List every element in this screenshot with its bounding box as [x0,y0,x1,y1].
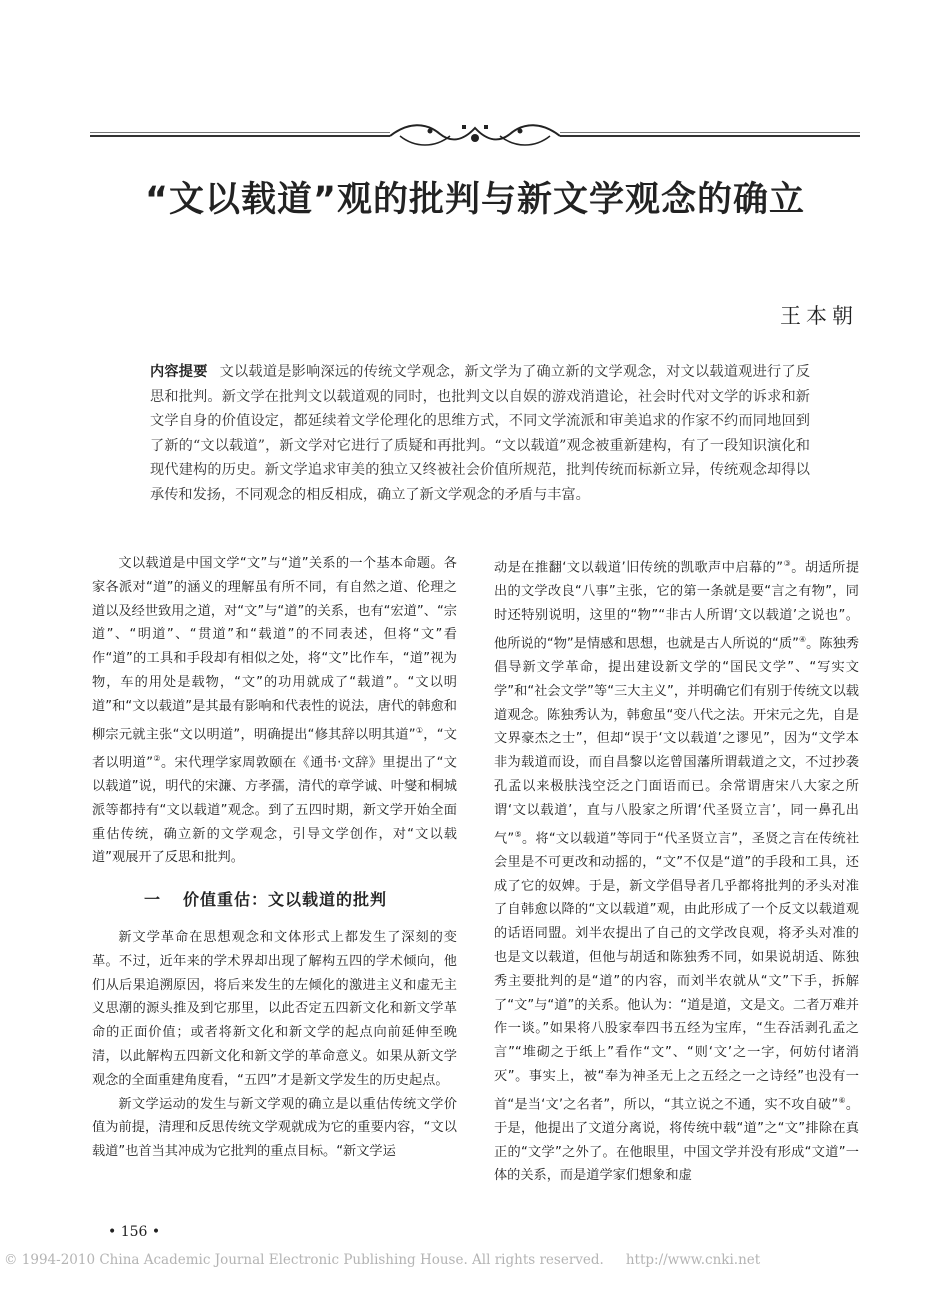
copyright-footer [4,1252,946,1268]
page-number: • 156 • [108,1224,161,1240]
paragraph-continued [494,552,859,1188]
author-name: 王本朝 [780,304,858,328]
paragraph-body: 新文学革命在思想观念和文体形式上都发生了深刻的变革。不过，近年来的学术界却出现了解构五四的学术倾向，他们从后果追溯原因，将后来发生的左倾化的激进主义和虚无主义思潮的源头推及到它那里，以此否定五四新文化和新文学革命的正面价值；或者将新文化和新文学的起点向前延伸至晚清，以此解构五四新文化和新文学的革命意义。如果从新文学观念的全面重建角度看，“五四”才是新文学发生的历史起点。 [92,929,457,1088]
right-column [494,552,859,1188]
section-heading [92,888,457,912]
text-run: 。将“文以载道”等同于“代圣贤立言”，圣贤之言在传统社会里是不可更改和动摇的，“文”不仅是“道”的手段和工具，还成了它的奴婢。于是，新文学倡导者几乎都将批判的矛头对准了自韩愈以降的“文以载道”观，由此形成了一个反文以载道观的话语同盟。刘半农提出了自己的文学改良观，将矛头对准的也是文以载道，但他与胡适和陈独秀不同，如果说胡适、陈独秀主要批判的是“道”的内容，而刘半农就从“文”下手，拆解了“文”与“道”的关系。他认为：“道是道，文是文。二者万难并作一谈。”如果将八股家奉四书五经为宝库，“生吞活剥孔孟之言”“堆砌之于纸上”看作“文”、“则‘文’之一字，何妨付诸消灭”。事实上，被“奉为神圣无上之五经之一之诗经”也没有一首“是当‘文’之名者”，所以，“其立说之不通，实不攻自破” [494,830,860,1113]
abstract [150,360,810,508]
text-run: 动是在推翻‘文以载道’旧传统的凯歌声中启幕的” [494,560,784,576]
paragraph-body: 新文学运动的发生与新文学观的确立是以重估传统文学价值为前提，清理和反思传统文学观就成为它的重要内容，“文以载道”也首当其冲成为它批判的重点目标。“新文学运 [92,1096,457,1160]
text-run: 。宋代理学家周敦颐在《通书·文辞》里提出了“文以载道”说，明代的宋濂、方孝孺，清代的章学诚、叶燮和桐城派等都持有“文以载道”观念。到了五四时期，新文学开始全面重估传统，确立新的文学观念，引导文学创作，对“文以载道”观展开了反思和批判。 [92,755,457,866]
decorative-ornament-rule [90,122,860,148]
footer-url[interactable]: http://www.cnki.net [625,1252,761,1268]
text-run: 。胡适所提出的文学改良“八事”主张，它的第一条就是要“言之有物”，同时还特别说明，这里的“物”“非古人所谓‘文以载道’之说也”。他所说的“物”是情感和思想，也就是古人所说的“质” [494,560,860,652]
footnote-ref-4: ④ [798,634,807,644]
text-run: 文以载道是中国文学“文”与“道”关系的一个基本命题。各家各派对“道”的涵义的理解虽有所不同，有自然之道、伦理之道以及经世致用之道，对“文”与“道”的关系，也有“宏道”、“宗道”、“明道”、“贯道”和“载道”的不同表述，但将“文”看作“道”的工具和手段却有相似之处，将“文”比作车，“道”视为物，车的用处是载物，“文”的功用就成了“载道”。“文以明道”和“文以载道”是其最有影响和代表性的说法，唐代的韩愈和柳宗元就主张“文以明道”，明确提出“修其辞以明其道” [92,556,457,742]
copyright-text: © 1994-2010 China Academic Journal Electronic Publishing House. All rights reserved. [4,1252,604,1268]
section-title: 价值重估：文以载道的批判 [183,890,388,910]
footnote-ref-2: ② [153,753,161,763]
article-title: “文以载道”观的批判与新文学观念的确立 [144,180,805,220]
paragraph-intro [92,552,457,870]
text-run: 。陈独秀倡导新文学革命，提出建设新文学的“国民文学”、“写实文学”和“社会文学”等“三大主义”，并明确它们有别于传统文以载道观念。陈独秀认为，韩愈虽“变八代之法。开宋元之先，自是文界豪杰之士”，但却“误于‘文以载道’之谬见”，因为“文学本非为载道而设，而自昌黎以迄曾国藩所谓载道之文，不过抄袭孔孟以来极肤浅空泛之门面语而已。余常谓唐宋八大家之所谓‘文以载道’，直与八股家之所谓‘代圣贤立言’，同一鼻孔出气” [494,636,860,846]
abstract-label: 内容提要 [150,364,208,380]
text-run: ，“文者以明道” [92,726,457,771]
footnote-ref-1: ① [415,725,424,735]
left-column [92,552,457,1164]
text-run: 。于是，他提出了文道分离说，将传统中载“道”之“文”排除在真正的“文学”之外了。在他眼里，中国文学并没有形成“文道”一体的关系，而是道学家们想象和虚 [494,1097,859,1184]
footnote-ref-5: ⑤ [514,829,522,839]
abstract-text: 文以载道是影响深远的传统文学观念，新文学为了确立新的文学观念，对文以载道观进行了反思和批判。新文学在批判文以载道观的同时，也批判文以自娱的游戏消遣论，社会时代对文学的诉求和新文学自身的价值设定，都延续着文学伦理化的思维方式，不同文学流派和审美追求的作家不约而同地回到了新的“文以载道”，新文学对它进行了质疑和再批判。“文以载道”观念被重新建构，有了一段知识演化和现代建构的历史。新文学追求审美的独立又终被社会价值所规范，批判传统而标新立异，传统观念却得以承传和发扬，不同观念的相反相成，确立了新文学观念的矛盾与丰富。 [150,364,810,503]
section-number: 一 [144,890,162,910]
footnote-ref-3: ③ [783,559,792,568]
footnote-ref-6: ⑥ [838,1095,846,1105]
